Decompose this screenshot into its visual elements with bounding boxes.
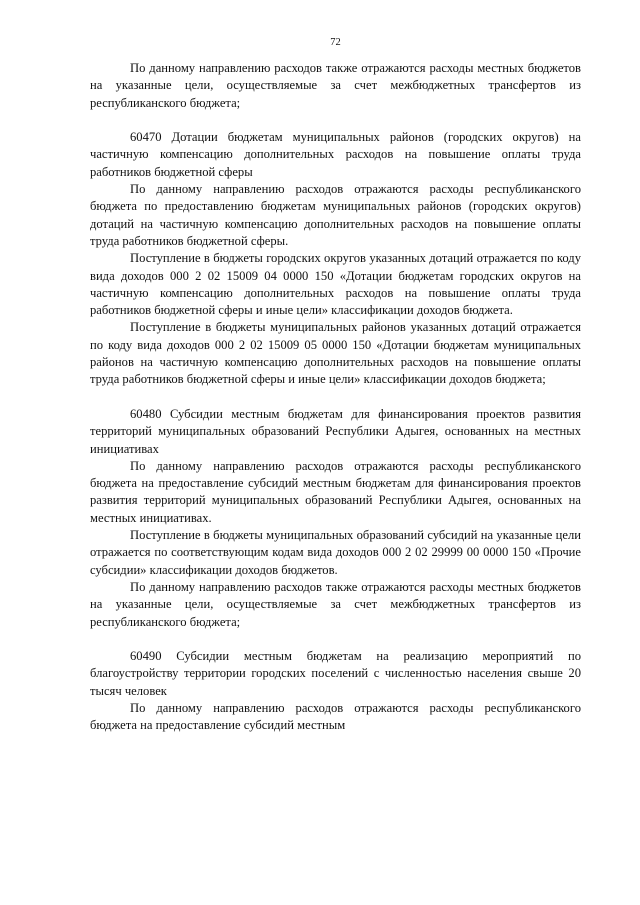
paragraph: По данному направлению расходов отражаются расходы республиканского бюджета на предоставление субсидий местным: [90, 700, 581, 733]
paragraph: По данному направлению расходов также отражаются расходы местных бюджетов на указанные цели, осуществляемые за счет межбюджетных трансфертов из республиканского бюджета;: [90, 579, 581, 629]
section-heading-60490: 60490 Субсидии местным бюджетам на реализацию мероприятий по благоустройству территории городских поселений с численностью населения свыше 20 тысяч человек: [90, 649, 581, 698]
section-heading-60470: 60470 Дотации бюджетам муниципальных районов (городских округов) на частичную компенсацию дополнительных расходов на повышение оплаты труда работников бюджетной сферы: [90, 130, 581, 179]
paragraph: По данному направлению расходов отражаются расходы республиканского бюджета по предоставлению бюджетам муниципальных районов (городских округов) дотаций на частичную компенсацию дополнительных расходов на повышение оплаты труда работников бюджетной сферы.: [90, 182, 581, 248]
paragraph: Поступление в бюджеты муниципальных районов указанных дотаций отражается по коду вида доходов 000 2 02 15009 05 0000 150 «Дотации бюджетам муниципальных районов на частичную компенсацию дополнительных расходов на повышение оплаты труда работников бюджетной сферы и иные цели» классификации доходов бюджета;: [90, 320, 581, 387]
blank-line: [90, 631, 581, 648]
blank-line: [90, 112, 581, 129]
blank-line: [90, 389, 581, 406]
section-heading-60480: 60480 Субсидии местным бюджетам для финансирования проектов развития территорий муниципальных образований Республики Адыгея, основанных на местных инициативах: [90, 406, 581, 456]
document-body: [90, 60, 581, 735]
paragraph: По данному направлению расходов отражаются расходы республиканского бюджета на предоставление субсидий местным бюджетам для финансирования проектов развития территорий муниципальных образований Республики Адыгея, основанных на местных инициативах.: [90, 458, 581, 525]
page-number: 72: [330, 37, 341, 48]
paragraph: Поступление в бюджеты муниципальных образований субсидий на указанные цели отражается по соответствующим кодам вида доходов 000 2 02 29999 00 0000 150 «Прочие субсидии» классификации доходов бюджетов.: [90, 528, 581, 577]
paragraph: Поступление в бюджеты городских округов указанных дотаций отражается по коду вида доходов 000 2 02 15009 04 0000 150 «Дотации бюджетам городских округов на частичную компенсацию дополнительных расходов на повышение оплаты труда работников бюджетной сферы и иные цели» классификации доходов бюджета.: [90, 251, 581, 318]
paragraph: По данному направлению расходов также отражаются расходы местных бюджетов на указанные цели, осуществляемые за счет межбюджетных трансфертов из республиканского бюджета;: [90, 61, 581, 110]
